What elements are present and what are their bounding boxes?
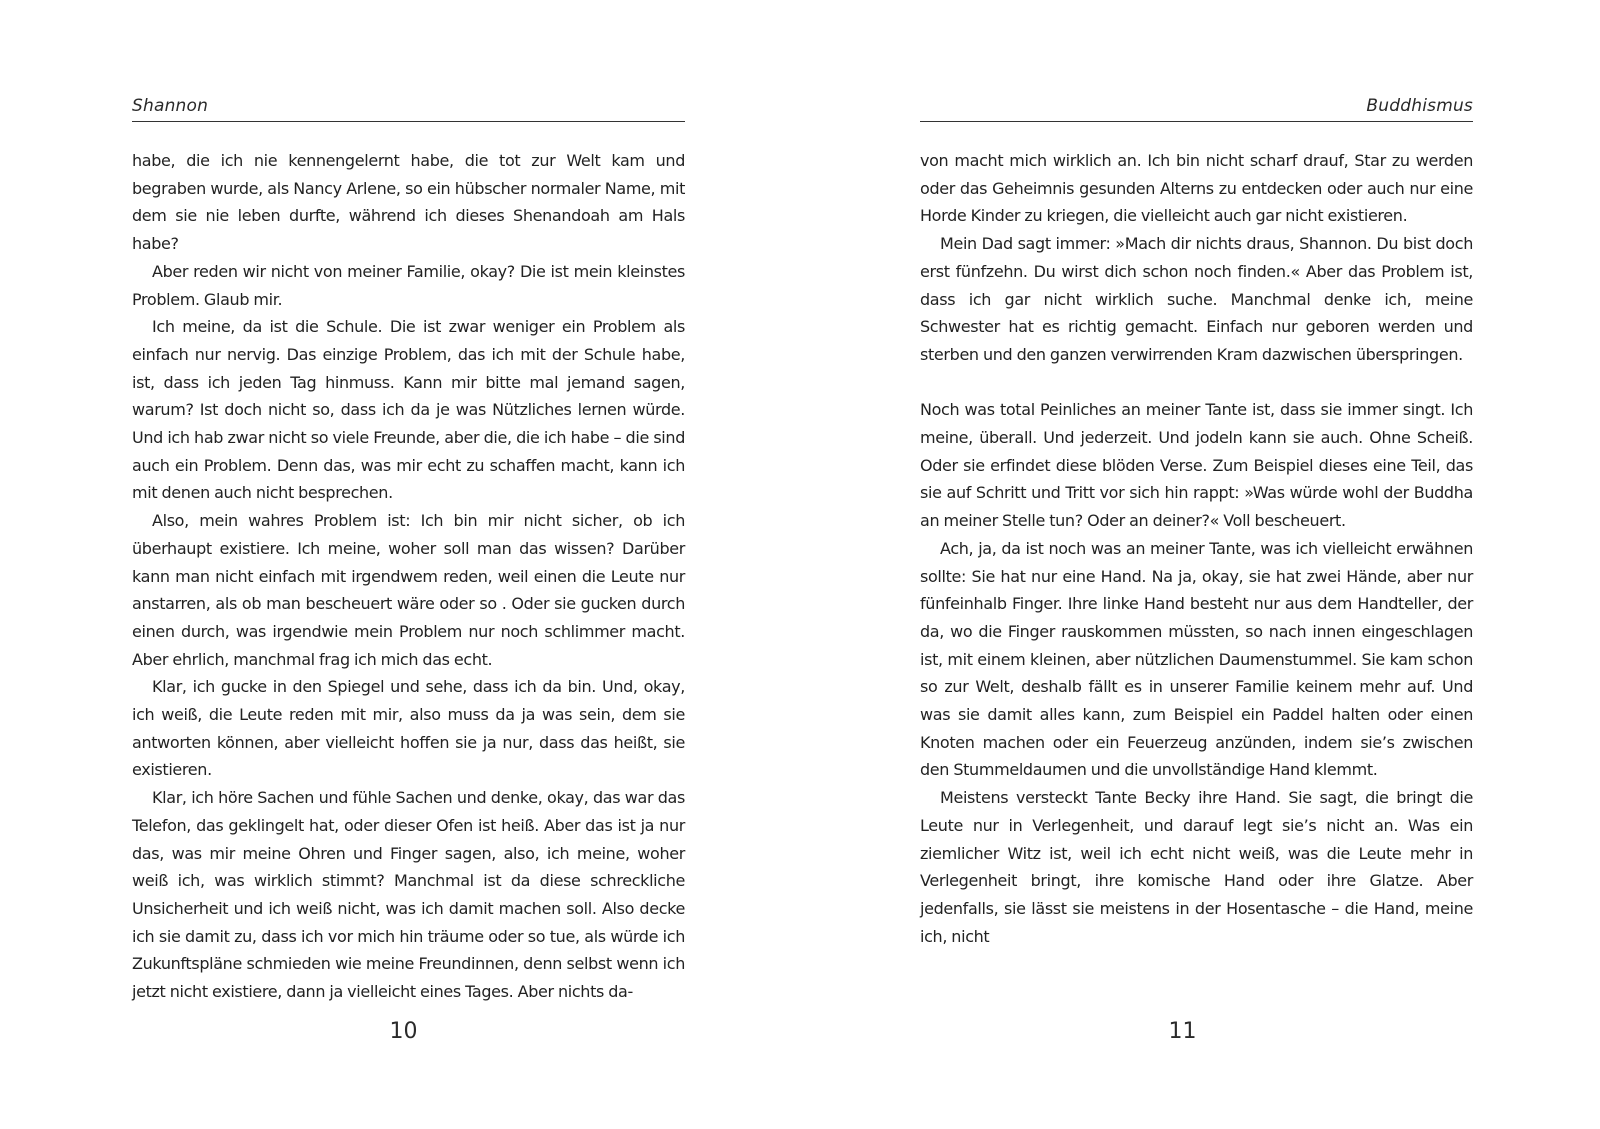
- paragraph: Also, mein wahres Problem ist: Ich bin mir nicht sicher, ob ich überhaupt existiere. Ich meine, woher soll man das wissen? Darüber kann man nicht einfach mit irgendwem reden, weil einen die Leute nur anstarren, als ob man bescheuert wäre oder so . Oder sie gucken durch einen durch, was irgendwie mein Problem nur noch schlimmer macht. Aber ehrlich, manchmal frag ich mich das echt.: [132, 511, 685, 669]
- running-head: Buddhismus: [1366, 96, 1473, 116]
- paragraph: Mein Dad sagt immer: »Mach dir nichts draus, Shannon. Du bist doch erst fünfzehn. Du wirst dich schon noch finden.« Aber das Problem ist, dass ich gar nicht wirklich suche. Manchmal denke ich, meine Schwester hat es richtig gemacht. Einfach nur geboren werden und sterben und den ganzen verwirrenden Kram dazwischen überspringen.: [920, 234, 1473, 364]
- header-rule: [920, 121, 1473, 122]
- page-number: 11: [1168, 1019, 1197, 1044]
- paragraph: von macht mich wirklich an. Ich bin nicht scharf drauf, Star zu werden oder das Geheimnis gesunden Alterns zu entdecken oder auch nur eine Horde Kinder zu kriegen, die vielleicht auch gar nicht existieren.: [920, 151, 1473, 226]
- paragraph: Ich meine, da ist die Schule. Die ist zwar weniger ein Problem als einfach nur nervig. Das einzige Problem, das ich mit der Schule habe, ist, dass ich jeden Tag hinmuss. Kann mir bitte mal jemand sagen, warum? Ist doch nicht so, dass ich da je was Nützliches lernen würde. Und ich hab zwar nicht so viele Freunde, aber die, die ich habe – die sind auch ein Problem. Denn das, was mir echt zu schaffen macht, kann ich mit denen auch nicht besprechen.: [132, 317, 685, 503]
- page-body-text: [132, 147, 685, 1006]
- paragraph: Meistens versteckt Tante Becky ihre Hand. Sie sagt, die bringt die Leute nur in Verlegenheit, und darauf legt sie’s nicht an. Was ein ziemlicher Witz ist, weil ich echt nicht weiß, was die Leute mehr in Verlegenheit bringt, ihre komische Hand oder ihre Glatze. Aber jedenfalls, sie lässt sie meistens in der Hosentasche – die Hand, meine ich, nicht: [920, 788, 1473, 946]
- page-body-text: [920, 147, 1473, 950]
- paragraph: Klar, ich höre Sachen und fühle Sachen und denke, okay, das war das Telefon, das geklingelt hat, oder dieser Ofen ist heiß. Aber das ist ja nur das, was mir meine Ohren und Finger sagen, also, ich meine, woher weiß ich, was wirklich stimmt? Manchmal ist da diese schreckliche Unsicherheit und ich weiß nicht, was ich damit machen soll. Also decke ich sie damit zu, dass ich vor mich hin träume oder so tue, als würde ich Zukunftspläne schmieden wie meine Freundinnen, denn selbst wenn ich jetzt nicht existiere, dann ja vielleicht eines Tages. Aber nichts da-: [132, 788, 685, 1002]
- paragraph: Aber reden wir nicht von meiner Familie, okay? Die ist mein kleinstes Problem. Glaub mir.: [132, 261, 685, 309]
- paragraph: Klar, ich gucke in den Spiegel und sehe, dass ich da bin. Und, okay, ich weiß, die Leute reden mit mir, also muss da ja was sein, dem sie antworten können, aber vielleicht hoffen sie ja nur, dass das heißt, sie existieren.: [132, 677, 685, 780]
- paragraph: habe, die ich nie kennengelernt habe, die tot zur Welt kam und begraben wurde, als Nancy Arlene, so ein hübscher normaler Name, mit dem sie nie leben durfte, während ich dieses Shenandoah am Hals habe?: [132, 151, 685, 254]
- paragraph: Ach, ja, da ist noch was an meiner Tante, was ich vielleicht erwähnen sollte: Sie hat nur eine Hand. Na ja, okay, sie hat zwei Hände, aber nur fünfeinhalb Finger. Ihre linke Hand besteht nur aus dem Handteller, der da, wo die Finger rauskommen müssten, so nach innen eingeschlagen ist, mit einem kleinen, aber nützlichen Daumenstummel. Sie kam schon so zur Welt, deshalb fällt es in unserer Familie keinem mehr auf. Und was sie damit alles kann, zum Beispiel ein Paddel halten oder einen Knoten machen oder ein Feuerzeug anzünden, indem sie’s zwischen den Stummeldaumen und die unvollständige Hand klemmt.: [920, 538, 1473, 780]
- running-head: Shannon: [132, 96, 209, 116]
- paragraph: Noch was total Peinliches an meiner Tante ist, dass sie immer singt. Ich meine, überall. Und jederzeit. Und jodeln kann sie auch. Ohne Scheiß. Oder sie erfindet diese blöden Verse. Zum Beispiel dieses eine Teil, das sie auf Schritt und Tritt vor sich hin rappt: »Was würde wohl der Buddha an meiner Stelle tun? Oder an deiner?« Voll bescheuert.: [920, 400, 1473, 531]
- page-number: 10: [389, 1019, 418, 1044]
- header-rule: [132, 121, 685, 122]
